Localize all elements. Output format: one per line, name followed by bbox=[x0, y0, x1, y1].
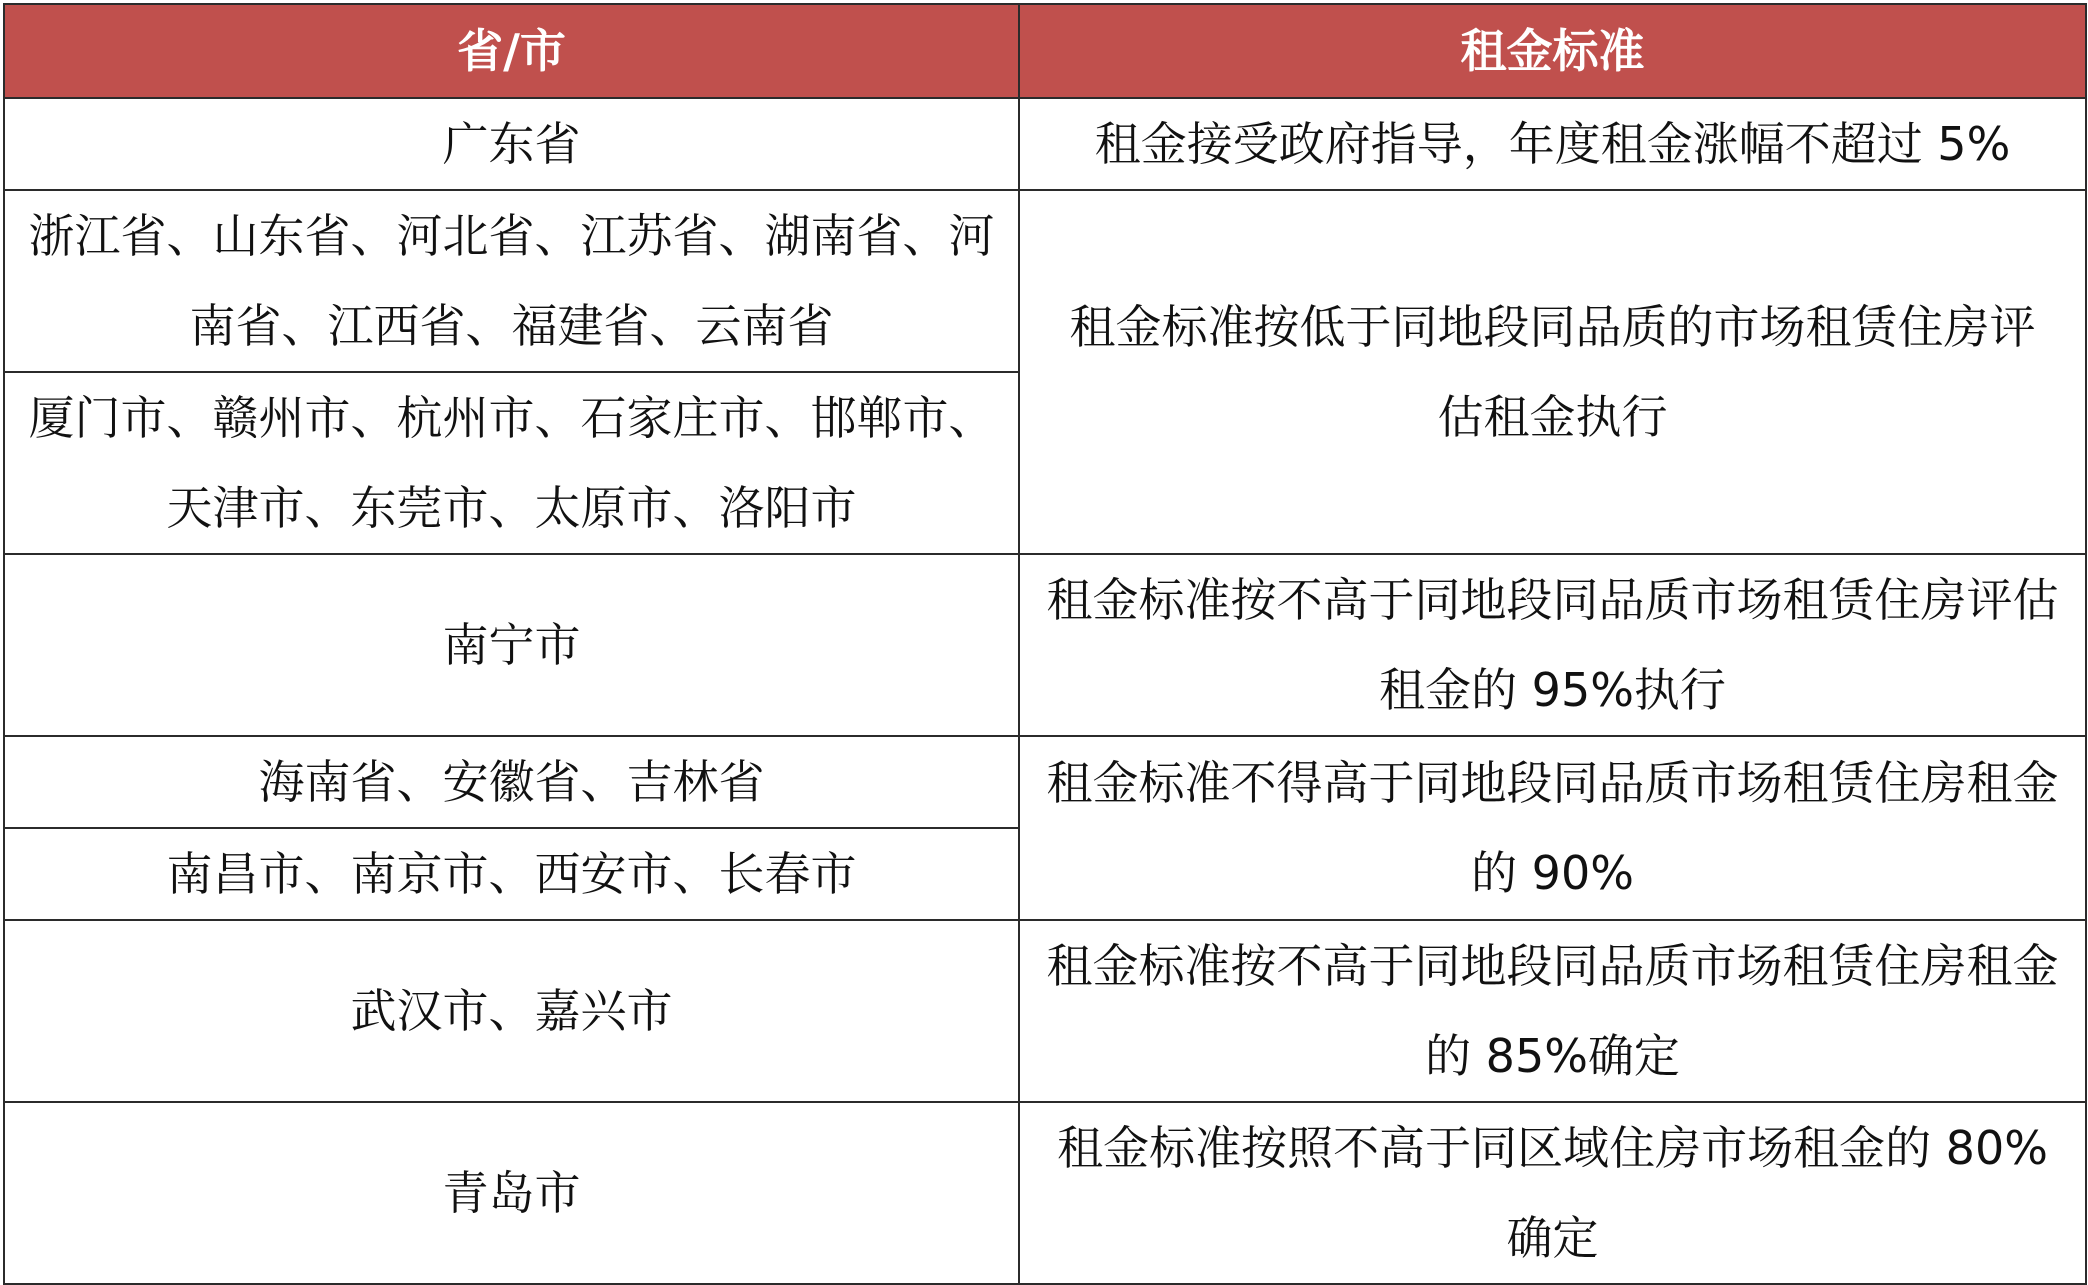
table-row bbox=[4, 1102, 2086, 1284]
table-row bbox=[4, 554, 2086, 736]
table-row bbox=[4, 190, 2086, 372]
region-cell: 海南省、安徽省、吉林省 bbox=[4, 736, 1019, 828]
table-row bbox=[4, 98, 2086, 190]
table-row bbox=[4, 736, 2086, 828]
header-standard: 租金标准 bbox=[1019, 4, 2086, 98]
region-cell: 浙江省、山东省、河北省、江苏省、湖南省、河南省、江西省、福建省、云南省 bbox=[4, 190, 1019, 372]
table-header-row bbox=[4, 4, 2086, 98]
standard-cell: 租金标准不得高于同地段同品质市场租赁住房租金的 90% bbox=[1019, 736, 2086, 920]
standard-text: 租金标准按低于同地段同品质的市场租赁住房评估租金执行 bbox=[1069, 300, 2036, 444]
region-cell: 南宁市 bbox=[4, 554, 1019, 736]
standard-cell: 租金接受政府指导，年度租金涨幅不超过 5% bbox=[1019, 98, 2086, 190]
region-cell: 武汉市、嘉兴市 bbox=[4, 920, 1019, 1102]
region-cell: 南昌市、南京市、西安市、长春市 bbox=[4, 828, 1019, 920]
region-cell: 厦门市、赣州市、杭州市、石家庄市、邯郸市、天津市、东莞市、太原市、洛阳市 bbox=[4, 372, 1019, 554]
standard-cell: 租金标准按不高于同地段同品质市场租赁住房租金的 85%确定 bbox=[1019, 920, 2086, 1102]
table-row bbox=[4, 920, 2086, 1102]
region-cell: 青岛市 bbox=[4, 1102, 1019, 1284]
standard-cell: 租金标准按照不高于同区域住房市场租金的 80%确定 bbox=[1019, 1102, 2086, 1284]
header-region: 省/市 bbox=[4, 4, 1019, 98]
rent-standard-table bbox=[3, 3, 2087, 1285]
region-cell: 广东省 bbox=[4, 98, 1019, 190]
standard-cell bbox=[1019, 190, 2086, 554]
standard-cell: 租金标准按不高于同地段同品质市场租赁住房评估租金的 95%执行 bbox=[1019, 554, 2086, 736]
